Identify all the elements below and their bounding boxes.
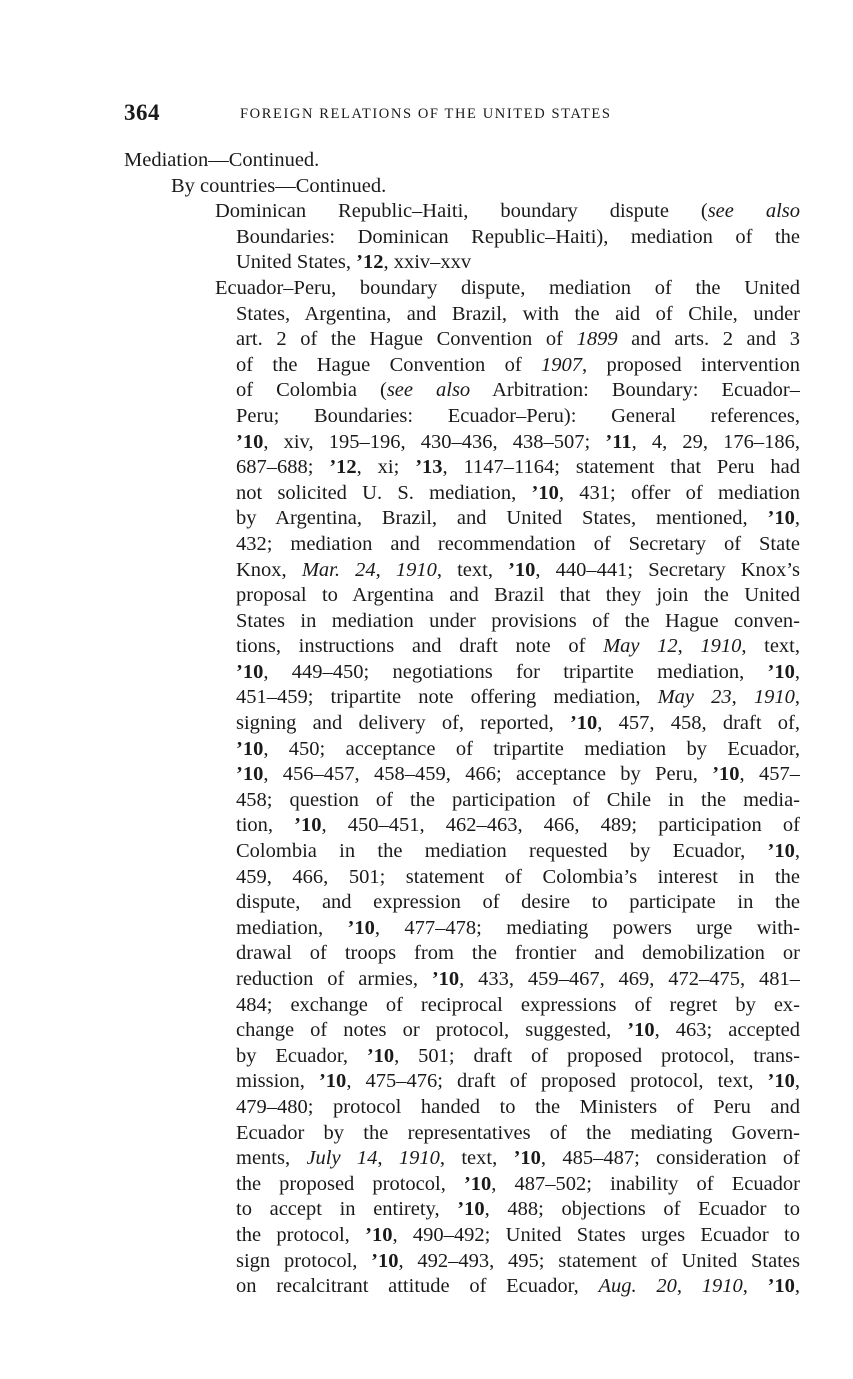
running-head: FOREIGN RELATIONS OF THE UNITED STATES — [240, 106, 612, 122]
index-line: States in mediation under provisions of the Hague conven- — [236, 609, 800, 632]
index-line: 451–459; tripartite note offering mediation, May 23, 1910, — [236, 686, 800, 709]
index-line: 432; mediation and recommendation of Secretary of State — [236, 532, 800, 555]
index-line: Knox, Mar. 24, 1910, text, ’10, 440–441; Secretary Knox’s — [236, 558, 800, 581]
index-line: States, Argentina, and Brazil, with the aid of Chile, under — [236, 302, 800, 325]
index-line: by Ecuador, ’10, 501; draft of proposed protocol, trans- — [236, 1044, 800, 1067]
index-line: Ecuador–Peru, boundary dispute, mediation of the United — [215, 276, 800, 299]
index-line: mediation, ’10, 477–478; mediating powers urge with- — [236, 916, 800, 939]
index-entries — [124, 148, 800, 1300]
index-line: 687–688; ’12, xi; ’13, 1147–1164; statement that Peru had — [236, 456, 800, 479]
index-line: the protocol, ’10, 490–492; United States urges Ecuador to — [236, 1223, 800, 1246]
index-line: signing and delivery of, reported, ’10, 457, 458, draft of, — [236, 712, 800, 735]
index-line: Boundaries: Dominican Republic–Haiti), mediation of the — [236, 225, 800, 248]
index-line: Colombia in the mediation requested by Ecuador, ’10, — [236, 840, 800, 863]
index-line: Mediation—Continued. — [124, 149, 320, 171]
index-line: 484; exchange of reciprocal expressions of regret by ex- — [236, 993, 800, 1016]
index-line: of Colombia (see also Arbitration: Boundary: Ecuador– — [236, 379, 800, 402]
page-number: 364 — [124, 100, 160, 125]
index-line: 458; question of the participation of Chile in the media- — [236, 788, 800, 811]
index-line: ments, July 14, 1910, text, ’10, 485–487; consideration of — [236, 1147, 800, 1170]
index-line: ’10, 456–457, 458–459, 466; acceptance by Peru, ’10, 457– — [236, 763, 800, 786]
index-line: tion, ’10, 450–451, 462–463, 466, 489; participation of — [236, 814, 800, 837]
index-line: Dominican Republic–Haiti, boundary dispute (see also — [215, 200, 800, 223]
index-line: Ecuador by the representatives of the mediating Govern- — [236, 1121, 800, 1144]
index-line: drawal of troops from the frontier and demobilization or — [236, 942, 800, 965]
index-line: By countries—Continued. — [171, 174, 387, 197]
index-line: 459, 466, 501; statement of Colombia’s interest in the — [236, 865, 800, 888]
index-line: the proposed protocol, ’10, 487–502; inability of Ecuador — [236, 1172, 800, 1195]
index-line: ’10, 449–450; negotiations for tripartite mediation, ’10, — [236, 660, 800, 683]
index-line: reduction of armies, ’10, 433, 459–467, 469, 472–475, 481– — [236, 968, 800, 990]
index-line: change of notes or protocol, suggested, ’10, 463; accepted — [236, 1019, 800, 1042]
index-line: on recalcitrant attitude of Ecuador, Aug. 20, 1910, ’10, — [236, 1275, 800, 1298]
index-line: sign protocol, ’10, 492–493, 495; statement of United States — [236, 1249, 800, 1272]
index-line: tions, instructions and draft note of May 12, 1910, text, — [236, 635, 800, 658]
index-line: to accept in entirety, ’10, 488; objections of Ecuador to — [236, 1198, 800, 1221]
page-header — [124, 100, 699, 130]
index-line: of the Hague Convention of 1907, proposed intervention — [236, 353, 800, 376]
index-line: proposal to Argentina and Brazil that they join the United — [236, 584, 800, 607]
index-line: art. 2 of the Hague Convention of 1899 and arts. 2 and 3 — [236, 328, 800, 351]
index-line: by Argentina, Brazil, and United States, mentioned, ’10, — [236, 507, 800, 530]
index-line: United States, ’12, xxiv–xxv — [236, 251, 472, 274]
index-line: 479–480; protocol handed to the Ministers of Peru and — [236, 1095, 800, 1118]
index-line: dispute, and expression of desire to participate in the — [236, 891, 800, 914]
index-line: Peru; Boundaries: Ecuador–Peru): General references, — [236, 404, 800, 427]
index-line: mission, ’10, 475–476; draft of proposed protocol, text, ’10, — [236, 1070, 800, 1093]
index-line: not solicited U. S. mediation, ’10, 431; offer of mediation — [236, 481, 800, 504]
index-line: ’10, xiv, 195–196, 430–436, 438–507; ’11, 4, 29, 176–186, — [236, 430, 800, 453]
index-line: ’10, 450; acceptance of tripartite mediation by Ecuador, — [236, 737, 800, 760]
